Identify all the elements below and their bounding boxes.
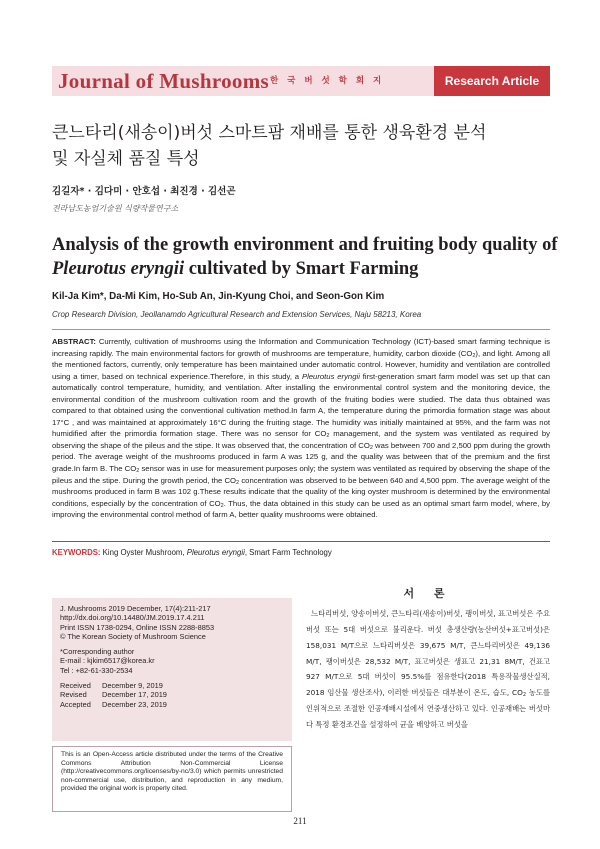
journal-korean-title: 한 국 버 섯 학 회 지 xyxy=(270,76,385,86)
received-label: Received xyxy=(60,681,91,691)
received-date: December 9, 2019 xyxy=(102,681,163,691)
revised-label: Revised xyxy=(60,690,87,700)
introduction-heading: 서 론 xyxy=(403,587,453,600)
page-number: 211 xyxy=(293,816,307,826)
abstract-text: first-generation smart farm model was set up that can automatically control temperature, humidity, and ventilation. After installing the environmental control system and the monitoring device, the environmental condition of the mushroom cultivation room and the growth of the fruiting bodies were studied. The data thus obtained was compared to that obtained using the conventional cultivation method.In farm A, the temperature during the primordia formation stage was about 17°C , and was maintained at approximately 16°C during the fruiting stage. The humidity was initially maintained at 95%, and the farm was not humidified after the primordia formation stage. There was no sensor for CO xyxy=(52,371,550,439)
korean-title-line1: 큰느타리(새송이)버섯 스마트팜 재배를 통한 생육환경 분석 xyxy=(52,123,487,143)
subscript: 2 xyxy=(472,352,476,359)
telephone: Tel : +82-61-330-2534 xyxy=(60,665,133,675)
abstract-text: . Thus, the data obtained in this study can be used as an optimal smart farm model, where, by improving the environmental control method of farm A, better quality mushrooms were obtained. xyxy=(52,498,550,520)
abstract-label: ABSTRACT: xyxy=(52,337,96,346)
english-title-part2: cultivated by Smart Farming xyxy=(184,259,419,279)
abstract-text: management, and the system was ventilated as required by observing the shape of the pileus and the stipe. It was observed that, the concentration of CO xyxy=(52,429,550,450)
article-dates xyxy=(60,681,284,709)
license-notice: This is an Open-Access article distributed under the terms of the Creative Commons Attribution Non-Commercial License (http://creativecommons.org/licenses/by-nc/3.0) which permits unrestricted non-commercial use, distribution, and reproduction in any medium, provided the original work is properly cited. xyxy=(52,746,292,812)
accepted-label: Accepted xyxy=(60,699,91,709)
subscript: 2 xyxy=(220,502,224,509)
abstract-text: concentration was observed to be between 640 and 4,500 ppm. The average weight of the mushrooms produced in farm B was 102 g.These results indicate that the quality of the king oyster mushroom is determined by the environmental conditions, especially by the concentration of CO xyxy=(52,475,550,508)
abstract-text: was between 700 and 2,500 ppm during the growth period. The average weight of the mushrooms produced in farm A was 125 g, and the quality was between that of the premium and the first grade.In farm B. The CO xyxy=(52,440,550,474)
keywords-label: KEYWORDS: xyxy=(52,548,101,557)
journal-title: Journal of Mushrooms xyxy=(58,69,269,93)
subscript: 2 xyxy=(369,444,373,451)
accepted-date: December 23, 2019 xyxy=(102,699,167,709)
subscript: 2 xyxy=(522,692,527,699)
abstract-divider xyxy=(52,329,550,330)
korean-title-line2: 및 자실체 품질 특성 xyxy=(52,149,200,169)
article-type-badge: Research Article xyxy=(434,66,550,96)
subscript: 2 xyxy=(326,433,330,440)
english-affiliation: Crop Research Division, Jeollanamdo Agricultural Research and Extension Services, Naju 58213, Korea xyxy=(52,310,422,319)
korean-affiliation: 전라남도농업기술원 식량작물연구소 xyxy=(52,204,179,213)
english-title-part1: Analysis of the growth environment and fruiting body quality of xyxy=(52,235,558,255)
abstract-text: Currently, cultivation of mushrooms using the Information and Communication Technology (ICT)-based smart farming technique is increasing rapidly. The main environmental factors for growth of mushrooms are temperature, humidity, carbon dioxide (CO xyxy=(52,337,550,358)
subscript: 2 xyxy=(236,479,240,486)
keywords-divider xyxy=(52,541,550,542)
keyword-text: , Smart Farm Technology xyxy=(244,548,332,557)
copyright: © The Korean Society of Mushroom Science xyxy=(60,631,206,641)
issn: Print ISSN 1738-0294, Online ISSN 2288-8853 xyxy=(60,622,215,632)
english-title-species: Pleurotus eryngii xyxy=(52,259,185,279)
abstract-text: sensor was in use for measurement purposes only; the system was ventilated as required by observing the shape of the pileus and the stipe. During the growth period, the CO xyxy=(52,464,550,485)
english-title xyxy=(52,233,562,281)
email[interactable]: E-mail : kjkim6517@korea.kr xyxy=(60,656,155,666)
introduction-text: 농도를 인위적으로 조절한 인공재배시설에서 연중생산하고 있다. 인공재배는 버섯마다 특정 환경조건을 설정하여 균을 배양하고 버섯을 xyxy=(306,688,550,729)
keywords xyxy=(52,548,332,557)
revised-date: December 17, 2019 xyxy=(102,690,167,700)
keyword-text: King Oyster Mushroom, xyxy=(100,548,187,557)
korean-authors: 김길자* · 김다미 · 안호섭 · 최진경 · 김선곤 xyxy=(52,186,236,197)
introduction-text: 느타리버섯, 양송이버섯, 큰느타리(새송이)버섯, 팽이버섯, 표고버섯은 주요버섯 또는 5대 버섯으로 불리운다. 버섯 총생산량(농산버섯+표고버섯)은 158,031 M/T으로 느타리버섯은 39,675 M/T, 큰느타리버섯은 49,136 M/T, 팽이버섯은 28,532 M/T, 표고버섯은 생표고 21,31 8M/T, 건표고 927 M/T으로 5대 버섯이 95.5%를 점유한다(2018 특용작물생산실적, 2018 임산물 생산조사), 이러한 버섯들은 대부분이 온도, 습도, CO xyxy=(306,609,551,698)
abstract-text: ), and light. Among all the mentioned factors, currently, only temperature has been maintained under automatic control. However, humidity and ventilation are controlled using a timer, based on technical experience.Therefore, in this study, a xyxy=(52,348,550,381)
article-info-box xyxy=(52,598,292,741)
abstract xyxy=(52,336,550,521)
keyword-species: Pleurotus eryngii xyxy=(186,548,245,557)
corresponding-author: *Corresponding author xyxy=(60,647,135,657)
doi-link[interactable]: http://dx.doi.org/10.14480/JM.2019.17.4.211 xyxy=(60,613,205,623)
species-name: Pleurotus eryngii xyxy=(301,371,360,381)
subscript: 2 xyxy=(136,468,140,475)
introduction-body xyxy=(306,606,550,733)
korean-title xyxy=(52,120,552,172)
english-authors: Kil-Ja Kim*, Da-Mi Kim, Ho-Sub An, Jin-Kyung Choi, and Seon-Gon Kim xyxy=(52,291,385,302)
citation: J. Mushrooms 2019 December, 17(4):211-217 xyxy=(60,604,211,613)
